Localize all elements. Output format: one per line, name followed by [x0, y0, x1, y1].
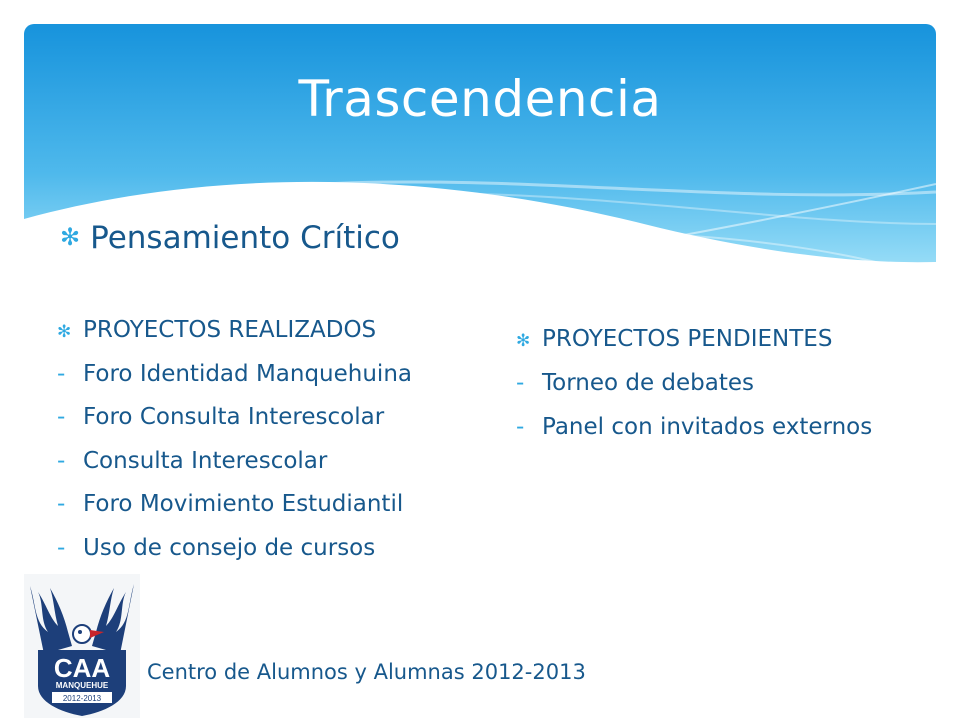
dash-bullet: - — [516, 370, 525, 396]
list-header — [516, 317, 872, 361]
section-heading — [60, 220, 400, 256]
asterisk-bullet-icon: ✻ — [57, 322, 72, 342]
list-item-text: Consulta Interescolar — [83, 447, 328, 474]
slide-title: Trascendencia — [298, 70, 662, 128]
dash-bullet: - — [57, 360, 66, 387]
dash-bullet: - — [57, 447, 66, 474]
list-item-text: Foro Movimiento Estudiantil — [83, 491, 404, 517]
list-item — [57, 396, 412, 440]
list-item-text: Uso de consejo de cursos — [83, 534, 376, 561]
list-header-text: PROYECTOS REALIZADOS — [83, 317, 377, 343]
dash-bullet: - — [57, 404, 66, 430]
list-header-text: PROYECTOS PENDIENTES — [542, 326, 833, 352]
list-item-text: Panel con invitados externos — [542, 414, 873, 440]
section-heading-text: Pensamiento Crítico — [90, 220, 400, 256]
list-item — [516, 405, 872, 449]
caa-manquehue-logo — [24, 574, 140, 718]
list-item — [57, 483, 412, 527]
footer-text: Centro de Alumnos y Alumnas 2012-2013 — [147, 660, 586, 684]
logo-subtext: MANQUEHUE — [55, 681, 109, 690]
list-item — [516, 361, 872, 405]
list-item-text: Foro Identidad Manquehuina — [83, 360, 412, 387]
list-item — [57, 440, 412, 484]
dash-bullet: - — [57, 534, 66, 561]
dash-bullet: - — [516, 414, 525, 440]
asterisk-bullet-icon: ✻ — [516, 331, 531, 351]
phoenix-crest-icon — [24, 574, 140, 718]
logo-text: CAA — [53, 653, 111, 683]
logo-years: 2012-2013 — [62, 694, 102, 703]
list-header — [57, 309, 412, 353]
pending-projects-list — [516, 317, 872, 449]
list-item-text: Foro Consulta Interescolar — [83, 404, 385, 430]
completed-projects-list — [57, 309, 412, 570]
list-item-text: Torneo de debates — [542, 370, 755, 396]
list-item — [57, 353, 412, 397]
list-item — [57, 527, 412, 571]
asterisk-bullet-icon: ✻ — [60, 223, 81, 251]
dash-bullet: - — [57, 491, 66, 517]
